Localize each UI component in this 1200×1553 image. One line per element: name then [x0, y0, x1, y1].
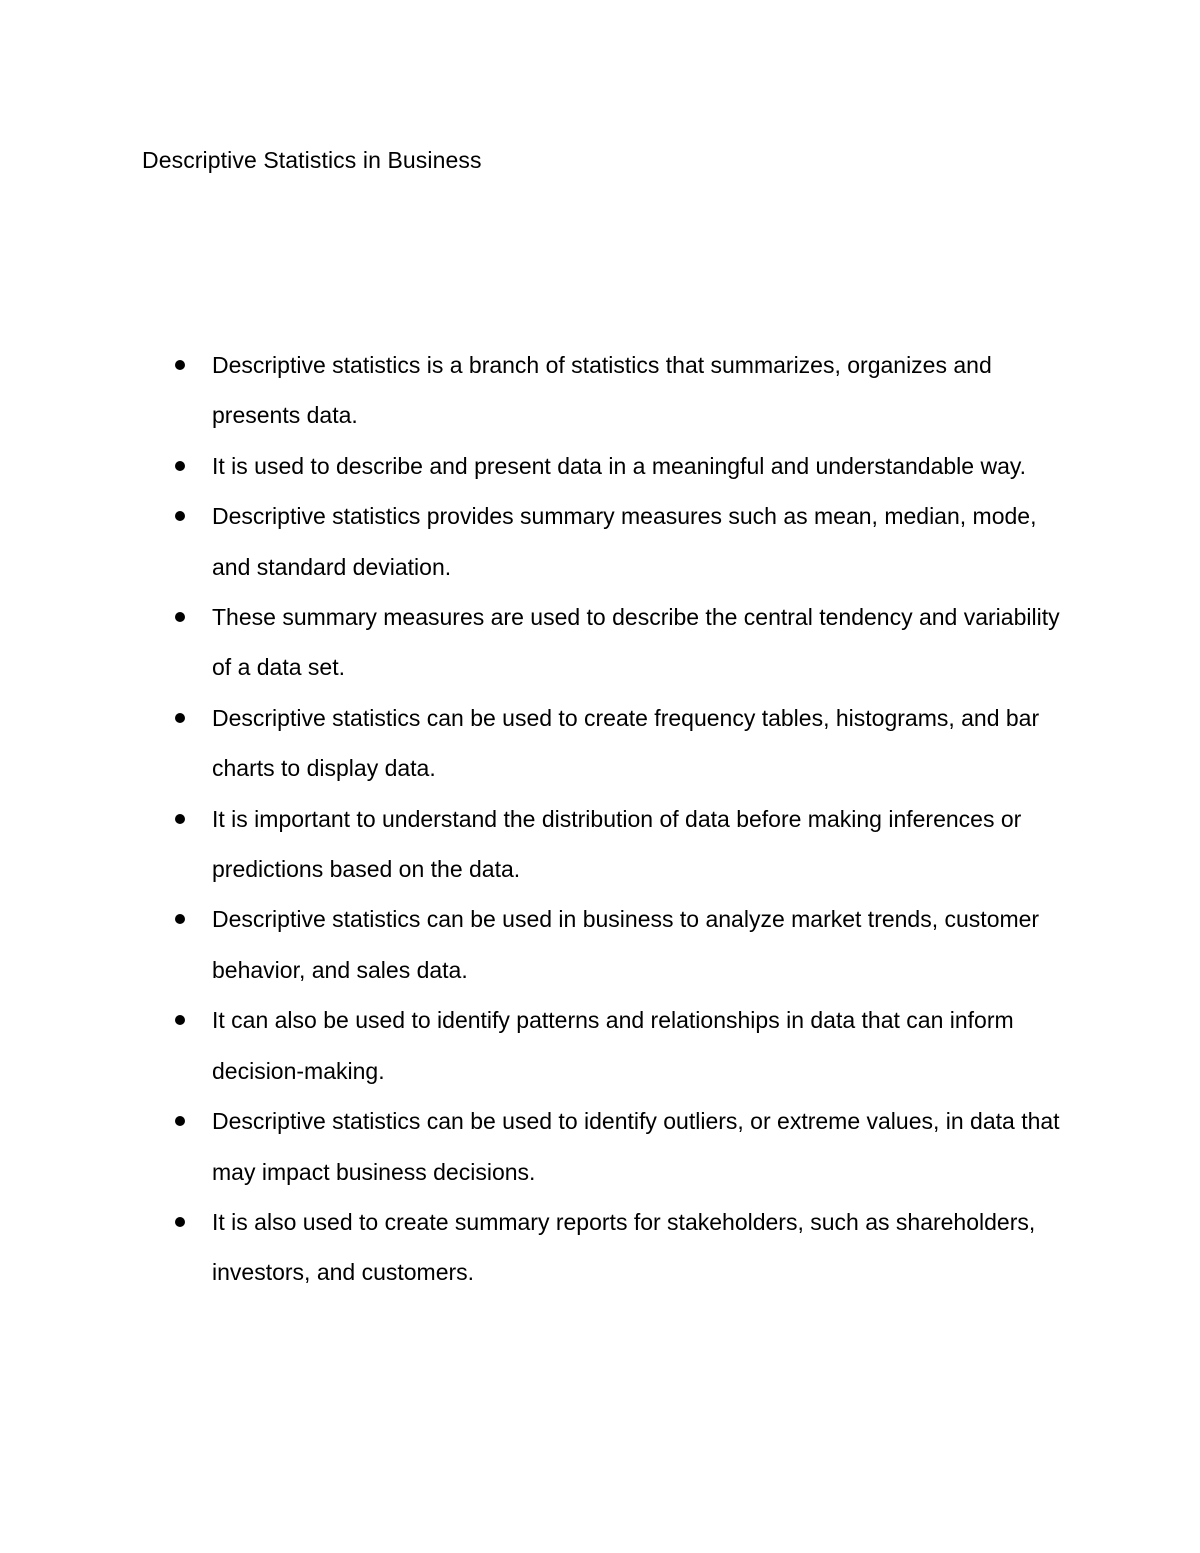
bullet-icon — [175, 360, 185, 370]
bullet-text: It is also used to create summary reports for stakeholders, such as shareholders, investors, and customers. — [212, 1208, 1036, 1286]
bullet-item — [0, 491, 1200, 592]
bullet-item — [0, 693, 1200, 794]
bullet-icon — [175, 1116, 185, 1126]
bullet-item — [0, 340, 1200, 441]
bullet-icon — [175, 914, 185, 924]
bullet-text: Descriptive statistics can be used in business to analyze market trends, customer behavior, and sales data. — [212, 906, 1040, 983]
bullet-icon — [175, 713, 185, 723]
bullet-text: Descriptive statistics provides summary measures such as mean, median, mode, and standard deviation. — [212, 503, 1037, 580]
bullet-item — [0, 592, 1200, 693]
bullet-item — [0, 1096, 1200, 1197]
bullet-text: It is used to describe and present data in a meaningful and understandable way. — [212, 452, 1027, 479]
bullet-item — [0, 1197, 1200, 1298]
bullet-text: It can also be used to identify patterns and relationships in data that can inform decision-making. — [212, 1007, 1014, 1084]
bullet-icon — [175, 511, 185, 521]
bullet-icon — [175, 1217, 185, 1227]
bullet-icon — [175, 814, 185, 824]
bullet-list — [0, 340, 1200, 1298]
bullet-text: Descriptive statistics can be used to identify outliers, or extreme values, in data that may impact business decisions. — [212, 1108, 1060, 1185]
document-title: Descriptive Statistics in Business — [142, 147, 482, 173]
bullet-icon — [175, 461, 185, 471]
bullet-item — [0, 441, 1200, 491]
bullet-item — [0, 894, 1200, 995]
bullet-icon — [175, 612, 185, 622]
bullet-item — [0, 995, 1200, 1096]
bullet-text: It is important to understand the distribution of data before making inferences or predictions based on the data. — [212, 805, 1022, 883]
bullet-text: Descriptive statistics is a branch of statistics that summarizes, organizes and presents data. — [212, 352, 992, 429]
bullet-text: These summary measures are used to describe the central tendency and variability of a data set. — [212, 604, 1060, 681]
bullet-text: Descriptive statistics can be used to create frequency tables, histograms, and bar charts to display data. — [212, 704, 1040, 782]
bullet-icon — [175, 1015, 185, 1025]
bullet-item — [0, 794, 1200, 895]
